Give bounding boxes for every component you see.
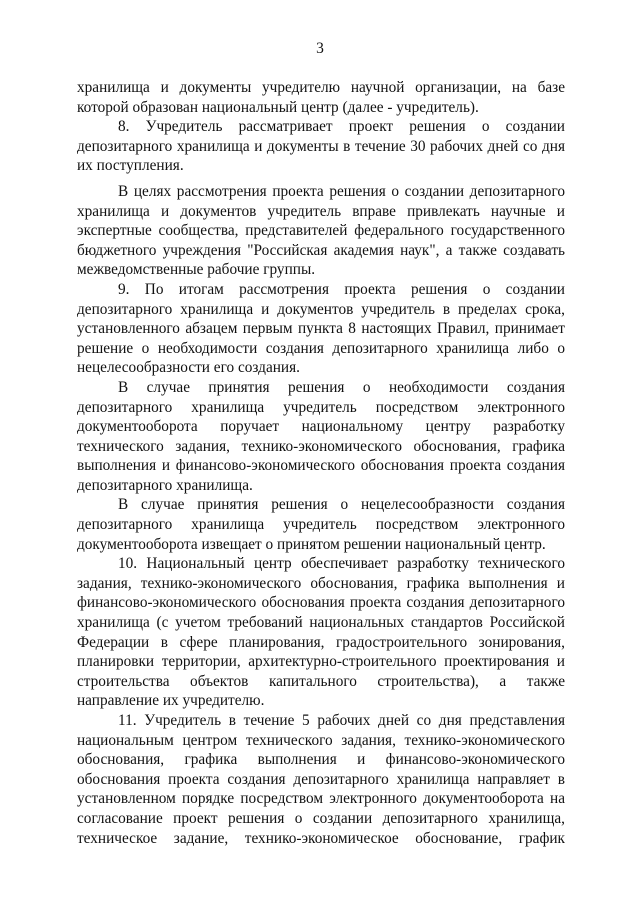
page-number: 3 (316, 40, 324, 57)
paragraph-review-purposes: В целях рассмотрения проекта решения о создании депозитарного хранилища и документов учредитель вправе привлекать научные и экспертные сообщества, представителей федерального государственного бюджетного учреждения "Российская академия наук", а также создавать межведомственные рабочие группы. (77, 182, 565, 279)
document-body (77, 78, 565, 848)
paragraph-inexpediency-decision: В случае принятия решения о нецелесообразности создания депозитарного хранилища учредитель посредством электронного документооборота извещает о принятом решении национальный центр. (77, 496, 565, 553)
paragraph-item-11: 11. Учредитель в течение 5 рабочих дней со дня представления национальным центром технического задания, технико-экономического обоснования, графика выполнения и финансово-экономического обоснования проекта создания депозитарного хранилища направляет в установленном порядке посредством электронного документооборота на согласование проект решения о создании депозитарного хранилища, техническое задание, технико-экономическое обоснование, график (77, 712, 565, 847)
paragraph-item-9: 9. По итогам рассмотрения проекта решения о создании депозитарного хранилища и документов учредитель в пределах срока, установленного абзацем первым пункта 8 настоящих Правил, принимает решение о необходимости создания депозитарного хранилища либо о нецелесообразности его создания. (77, 280, 565, 377)
paragraph-item-10: 10. Национальный центр обеспечивает разработку технического задания, технико-экономического обоснования, графика выполнения и финансово-экономического обоснования проекта создания депозитарного хранилища (с учетом требований национальных стандартов Российской Федерации в сфере планирования, градостроительного зонирования, планировки территории, архитектурно-строительного проектирования и строительства объектов капитального строительства), а также направление их учредителю. (77, 555, 565, 710)
paragraph-continuation: хранилища и документы учредителю научной организации, на базе которой образован национальный центр (далее - учредитель). (77, 79, 565, 116)
paragraph-item-8: 8. Учредитель рассматривает проект решения о создании депозитарного хранилища и документы в течение 30 рабочих дней со дня их поступления. (77, 118, 565, 175)
paragraph-necessity-decision: В случае принятия решения о необходимости создания депозитарного хранилища учредитель посредством электронного документооборота поручает национальному центру разработку технического задания, технико-экономического обоснования, графика выполнения и финансово-экономического обоснования проекта создания депозитарного хранилища. (77, 378, 565, 494)
